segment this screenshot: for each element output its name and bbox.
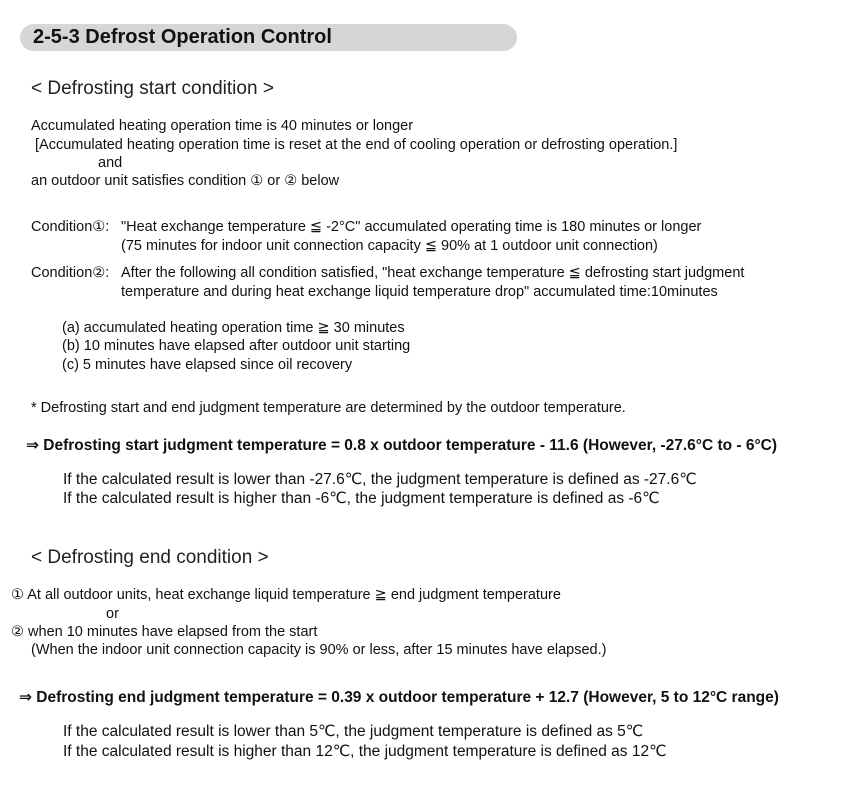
- end-line-3: ② when 10 minutes have elapsed from the start: [11, 624, 318, 640]
- end-higher-rule: If the calculated result is higher than 12℃, the judgment temperature is defined as 12℃: [63, 743, 667, 760]
- condition-1-line-1: "Heat exchange temperature ≦ -2°C" accumulated operating time is 180 minutes or longer: [121, 219, 702, 235]
- start-formula: ⇒ Defrosting start judgment temperature = 0.8 x outdoor temperature - 11.6 (However, -27.6°C to - 6°C): [26, 437, 778, 454]
- section-title: 2-5-3 Defrost Operation Control: [33, 26, 332, 48]
- end-line-1: ① At all outdoor units, heat exchange liquid temperature ≧ end judgment temperature: [11, 587, 561, 603]
- end-line-4: (When the indoor unit connection capacity is 90% or less, after 15 minutes have elapsed.): [31, 642, 607, 658]
- sub-condition-c: (c) 5 minutes have elapsed since oil recovery: [62, 357, 353, 373]
- start-condition-heading: < Defrosting start condition >: [31, 78, 274, 99]
- start-higher-rule: If the calculated result is higher than -6℃, the judgment temperature is defined as -6℃: [63, 490, 660, 507]
- condition-2-line-1: After the following all condition satisfied, "heat exchange temperature ≦ defrosting start judgment: [121, 265, 745, 281]
- condition-1-line-2: (75 minutes for indoor unit connection capacity ≦ 90% at 1 outdoor unit connection): [121, 238, 658, 254]
- condition-2-label: Condition②:: [31, 265, 110, 281]
- condition-2-line-2: temperature and during heat exchange liquid temperature drop" accumulated time:10minutes: [121, 284, 718, 300]
- end-lower-rule: If the calculated result is lower than 5℃, the judgment temperature is defined as 5℃: [63, 723, 644, 740]
- judgment-note: * Defrosting start and end judgment temperature are determined by the outdoor temperature.: [31, 400, 626, 416]
- start-line-1: Accumulated heating operation time is 40 minutes or longer: [31, 118, 414, 134]
- start-lower-rule: If the calculated result is lower than -27.6℃, the judgment temperature is defined as -27.6℃: [63, 471, 697, 488]
- end-formula: ⇒ Defrosting end judgment temperature = 0.39 x outdoor temperature + 12.7 (However, 5 to 12°C range): [19, 689, 779, 706]
- end-condition-heading: < Defrosting end condition >: [31, 547, 269, 568]
- sub-condition-b: (b) 10 minutes have elapsed after outdoor unit starting: [62, 338, 411, 354]
- end-line-2: or: [106, 606, 119, 622]
- sub-condition-a: (a) accumulated heating operation time ≧ 30 minutes: [62, 320, 405, 336]
- start-line-4: an outdoor unit satisfies condition ① or ② below: [31, 173, 340, 189]
- start-line-3: and: [98, 155, 123, 171]
- start-line-2: [Accumulated heating operation time is reset at the end of cooling operation or defrosting operation.]: [35, 137, 678, 153]
- condition-1-label: Condition①:: [31, 219, 110, 235]
